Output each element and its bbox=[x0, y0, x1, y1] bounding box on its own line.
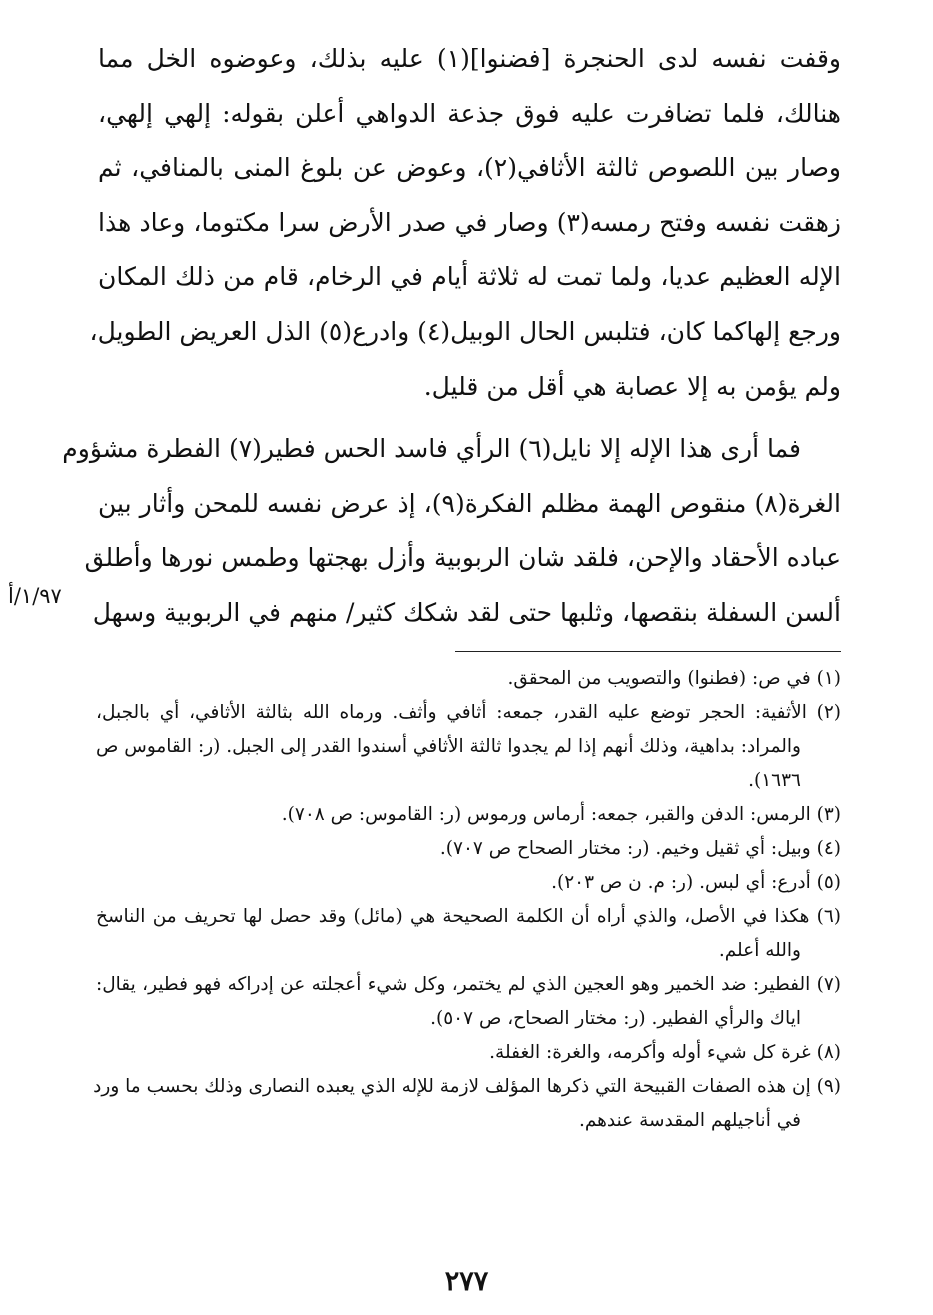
text-line: ولم يؤمن به إلا عصابة هي أقل من قليل. bbox=[423, 371, 841, 401]
text-line: ورجع إلهاكما كان، فتلبس الحال الوبيل(٤) وادرع(٥) الذل العريض الطويل، bbox=[89, 316, 841, 346]
main-text bbox=[62, 32, 841, 641]
text-line: عباده الأحقاد والإحن، فلقد شان الربوبية وأزل بهجتها وطمس نورها وأطلق bbox=[84, 543, 841, 573]
page-number: ٢٧٧ bbox=[444, 1266, 489, 1297]
footnote-line: (٥) أدرع: أي لبس. (ر: م. ن ص ٢٠٣). bbox=[551, 872, 841, 893]
footnote-line: (٦) هكذا في الأصل، والذي أراه أن الكلمة الصحيحة هي (مائل) وقد حصل لها تحريف من الناسخ bbox=[96, 906, 841, 927]
text-line: وقفت نفسه لدى الحنجرة [فضنوا](١) عليه بذلك، وعوضوه الخل مما bbox=[98, 44, 841, 73]
footnote-line: في أناجيلهم المقدسة عندهم. bbox=[578, 1110, 801, 1131]
text-line: الغرة(٨) منقوص الهمة مظلم الفكرة(٩)، إذ عرض نفسه للمحن وأثار بين bbox=[98, 488, 841, 518]
footnote-line: اياك والرأي الفطير. (ر: مختار الصحاح، ص ٥٠٧). bbox=[430, 1008, 801, 1029]
footnotes bbox=[93, 662, 841, 1138]
footnote-9 bbox=[93, 1070, 841, 1138]
footnote-line: (١) في ص: (فطنوا) والتصويب من المحقق. bbox=[507, 668, 841, 689]
footnote-6 bbox=[96, 900, 841, 968]
paragraph-gap bbox=[98, 414, 841, 422]
manuscript-folio-marker: ١/٩٧/أ bbox=[8, 584, 62, 608]
footnote-1 bbox=[96, 662, 841, 696]
footnote-8 bbox=[96, 1036, 841, 1070]
footnote-3 bbox=[96, 798, 841, 832]
footnote-2 bbox=[96, 696, 841, 798]
footnote-line: (٢) الأثفية: الحجر توضع عليه القدر، جمعه: أثافي وأثف. ورماه الله بثالثة الأثافي، أي بالجبل، bbox=[96, 702, 841, 723]
text-line: فما أرى هذا الإله إلا نايل(٦) الرأي فاسد الحس فطير(٧) الفطرة مشؤوم bbox=[62, 434, 801, 464]
footnote-line: (٨) غرة كل شيء أوله وأكرمه، والغرة: الغفلة. bbox=[489, 1042, 841, 1063]
footnote-separator bbox=[455, 651, 841, 652]
footnote-4 bbox=[96, 832, 841, 866]
text-line: الإله العظيم عديا، ولما تمت له ثلاثة أيام في الرخام، قام من ذلك المكان bbox=[98, 262, 841, 292]
footnote-line: والمراد: بداهية، وذلك أنهم إذا لم يجدوا ثالثة الأثافي أسندوا القدر إلى الجبل. (ر: القاموس ص bbox=[96, 736, 801, 757]
footnote-line: (٣) الرمس: الدفن والقبر، جمعه: أرماس ورموس (ر: القاموس: ص ٧٠٨). bbox=[281, 804, 841, 825]
text-line: وصار بين اللصوص ثالثة الأثافي(٢)، وعوض عن بلوغ المنى بالمنافي، ثم bbox=[98, 153, 841, 183]
footnote-line: ١٦٣٦). bbox=[748, 770, 801, 791]
text-line: هنالك، فلما تضافرت عليه فوق جذعة الدواهي أعلن بقوله: إلهي إلهي، bbox=[98, 98, 841, 128]
footnote-5 bbox=[96, 866, 841, 900]
footnote-line: (٧) الفطير: ضد الخمير وهو العجين الذي لم يختمر، وكل شيء أعجلته عن إدراكه فهو فطير، يقال: bbox=[96, 974, 841, 995]
paragraph-2 bbox=[62, 422, 841, 640]
paragraph-1 bbox=[89, 32, 841, 414]
footnote-line: والله أعلم. bbox=[718, 940, 801, 961]
footnote-line: (٩) إن هذه الصفات القبيحة التي ذكرها المؤلف لازمة للإله الذي يعبده النصارى وذلك بحسب ما ورد bbox=[93, 1076, 841, 1097]
footnote-7 bbox=[96, 968, 841, 1036]
text-line: ألسن السفلة بنقصها، وثلبها حتى لقد شكك كثير/ منهم في الربوبية وسهل bbox=[92, 597, 841, 627]
footnote-line: (٤) وبيل: أي ثقيل وخيم. (ر: مختار الصحاح ص ٧٠٧). bbox=[439, 838, 841, 859]
text-line: زهقت نفسه وفتح رمسه(٣) وصار في صدر الأرض سرا مكتوما، وعاد هذا bbox=[98, 207, 841, 237]
